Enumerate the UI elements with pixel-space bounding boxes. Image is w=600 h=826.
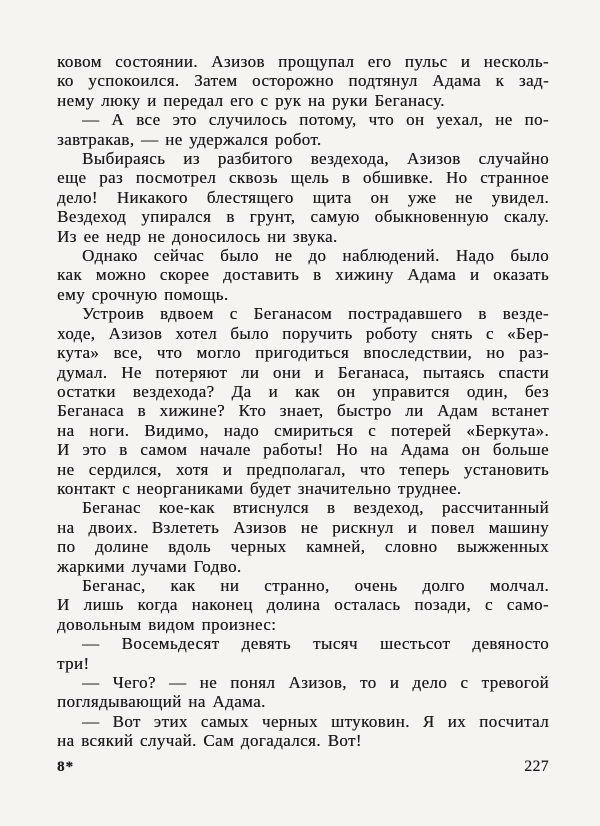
text-line: поглядывающий на Адама. — [57, 692, 266, 712]
text-line: Из ее недр не доносилось ни звука. — [57, 226, 338, 246]
text-line: Беганас, как ни странно, очень долго молчал. — [82, 575, 549, 595]
text-line: И лишь когда наконец долина осталась позади, с само- — [57, 595, 549, 615]
text-line: — Чего? — не понял Азизов, то и дело с тревогой — [82, 673, 549, 692]
text-line: три! — [57, 653, 90, 673]
text-line: завтракав, — не удержался робот. — [57, 129, 322, 149]
text-line: Вездеход упирался в грунт, самую обыкновенную скалу. — [57, 207, 549, 227]
text-line: И это в самом начале работы! Но на Адама он больше — [57, 440, 549, 460]
text-line: ему срочную помощь. — [57, 284, 229, 304]
text-line: ковом состоянии. Азизов прощупал его пульс и несколь- — [57, 52, 549, 71]
text-line: ходе, Азизов хотел было поручить роботу снять с «Бер- — [57, 323, 549, 343]
text-line: Беганас кое-как втиснулся в вездеход, рассчитанный — [82, 498, 549, 518]
page-footer — [57, 758, 549, 776]
text-line: — А все это случилось потому, что он уехал, не по- — [82, 110, 549, 130]
text-line: не сердился, хотя и предполагал, что теперь установить — [57, 459, 549, 479]
text-line: по долине вдоль черных камней, словно выжженных — [57, 537, 549, 557]
text-line: на двоих. Взлететь Азизов не рискнул и повел машину — [57, 517, 549, 537]
text-line: довольным видом произнес: — [57, 614, 277, 634]
text-line: нему люку и передал его с рук на руки Беганасу. — [57, 90, 445, 110]
text-line: на ноги. Видимо, надо смириться с потерей «Беркута». — [57, 420, 549, 440]
text-line: кута» все, что могло пригодиться впоследствии, но раз- — [57, 343, 549, 363]
text-line: — Вот этих самых черных штуковин. Я их посчитал — [82, 711, 549, 731]
text-line: жаркими лучами Годво. — [57, 556, 242, 576]
signature-mark: 8* — [57, 759, 74, 775]
page-number: 227 — [524, 758, 549, 775]
text-line: на всякий случай. Сам догадался. Вот! — [57, 731, 362, 751]
text-line: Выбираясь из разбитого вездехода, Азизов случайно — [82, 149, 549, 169]
text-line: Беганаса в хижине? Кто знает, быстро ли Адам встанет — [57, 401, 549, 421]
text-line: как можно скорее доставить в хижину Адама и оказать — [57, 265, 549, 285]
text-line: Однако сейчас было не до наблюдений. Надо было — [82, 246, 549, 266]
text-line: контакт с неорганиками будет значительно труднее. — [57, 478, 462, 498]
text-line: — Восемьдесят девять тысяч шестьсот девяносто — [82, 634, 549, 654]
text-line: остатки вездехода? Да и как он управится один, без — [57, 381, 549, 401]
text-line: ко успокоился. Затем осторожно подтянул Адама к зад- — [57, 71, 549, 91]
text-line: дело! Никакого блестящего щита он уже не увидел. — [57, 187, 549, 207]
text-line: Устроив вдвоем с Беганасом пострадавшего в везде- — [82, 304, 549, 324]
page-text-block — [57, 52, 549, 751]
text-line: еще раз посмотрел сквозь щель в обшивке. Но странное — [57, 168, 549, 188]
text-line: думал. Не потеряют ли они и Беганаса, пытаясь спасти — [57, 362, 549, 382]
